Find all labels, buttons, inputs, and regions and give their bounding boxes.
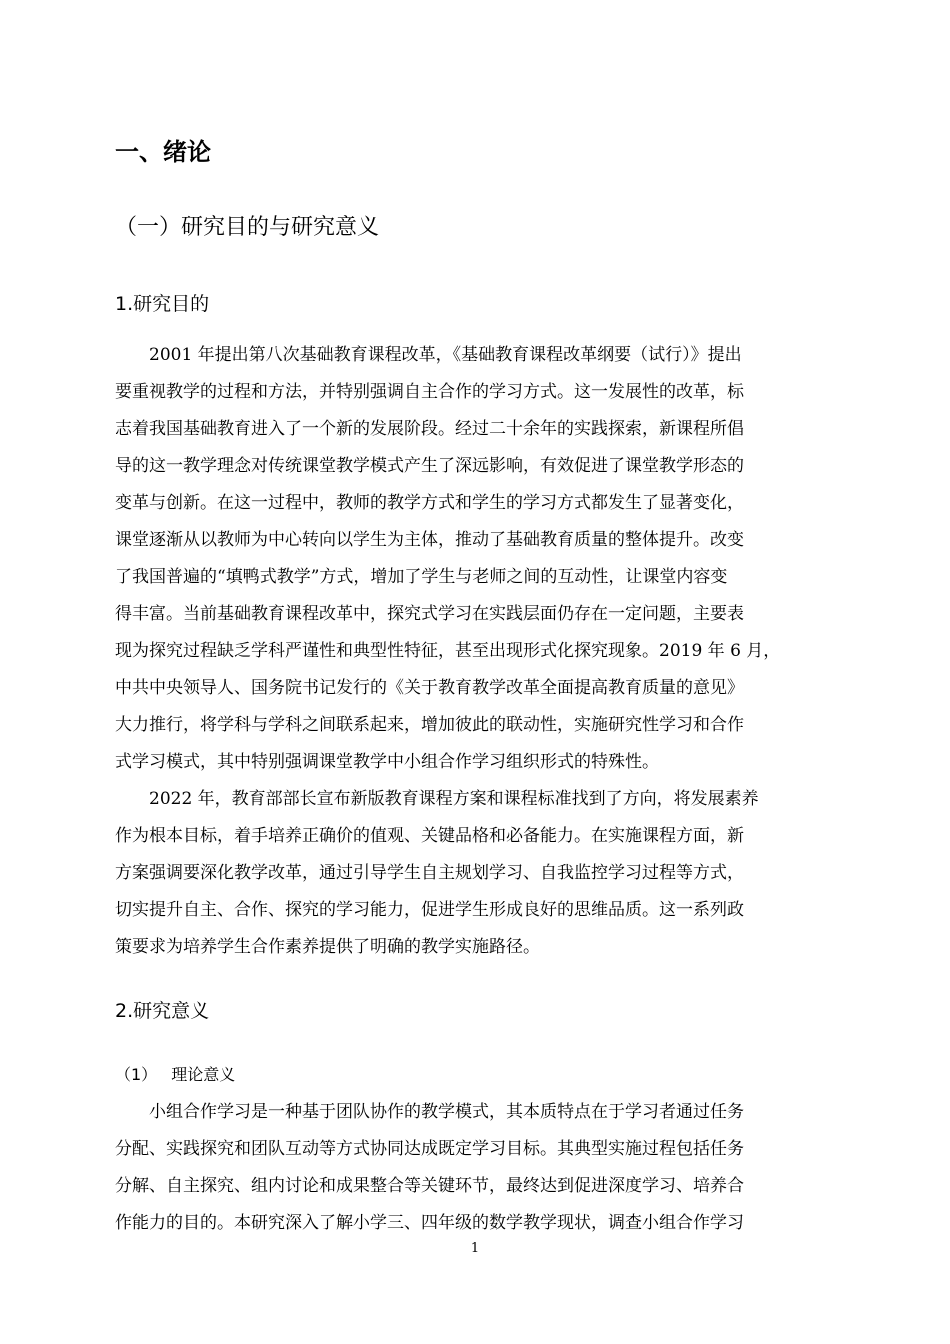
paragraph-line: 分解、自主探究、组内讨论和成果整合等关键环节，最终达到促进深度学习、培养合: [115, 1176, 744, 1196]
paragraph-line: 得丰富。当前基础教育课程改革中，探究式学习在实践层面仍存在一定问题，主要表: [115, 604, 744, 624]
paragraph-line: 中共中央领导人、国务院书记发行的《关于教育教学改革全面提高教育质量的意见》: [115, 678, 744, 698]
paragraph-line: 分配、实践探究和团队互动等方式协同达成既定学习目标。其典型实施过程包括任务: [115, 1139, 744, 1159]
paragraph-line: 小组合作学习是一种基于团队协作的教学模式，其本质特点在于学习者通过任务: [149, 1102, 744, 1122]
paragraph-line: 导的这一教学理念对传统课堂教学模式产生了深远影响，有效促进了课堂教学形态的: [115, 456, 744, 476]
paragraph-line: 课堂逐渐从以教师为中心转向以学生为主体，推动了基础教育质量的整体提升。改变: [115, 530, 744, 550]
sub-subsection-number: （1）: [115, 1065, 158, 1084]
paragraph-line: 式学习模式，其中特别强调课堂教学中小组合作学习组织形式的特殊性。: [115, 752, 659, 772]
paragraph-line: 了我国普遍的“填鸭式教学”方式，增加了学生与老师之间的互动性，让课堂内容变: [115, 567, 728, 587]
paragraph-line: 方案强调要深化教学改革，通过引导学生自主规划学习、自我监控学习过程等方式，: [115, 863, 744, 883]
chapter-heading: 一、绪论: [115, 138, 211, 166]
paragraph-line: 作能力的目的。本研究深入了解小学三、四年级的数学教学现状，调查小组合作学习: [115, 1213, 744, 1233]
sub-subsection-title: [115, 1063, 235, 1087]
paragraph-line: 2001 年提出第八次基础教育课程改革，《基础教育课程改革纲要（试行）》提出: [149, 345, 742, 365]
section-heading: （一）研究目的与研究意义: [115, 215, 380, 240]
paragraph-line: 现为探究过程缺乏学科严谨性和典型性特征，甚至出现形式化探究现象。2019 年 6 月，: [115, 641, 781, 661]
sub-subsection-label: 理论意义: [171, 1065, 236, 1084]
paragraph-line: 作为根本目标，着手培养正确价的值观、关键品格和必备能力。在实施课程方面，新: [115, 826, 744, 846]
paragraph-line: 变革与创新。在这一过程中，教师的教学方式和学生的学习方式都发生了显著变化，: [115, 493, 744, 513]
subsection-title-purpose: 1.研究目的: [115, 293, 210, 315]
page-number: 1: [470, 1241, 480, 1256]
paragraph-line: 策要求为培养学生合作素养提供了明确的教学实施路径。: [115, 937, 540, 957]
paragraph-line: 2022 年，教育部部长宣布新版教育课程方案和课程标准找到了方向，将发展素养: [149, 789, 759, 809]
paragraph-line: 志着我国基础教育进入了一个新的发展阶段。经过二十余年的实践探索，新课程所倡: [115, 419, 744, 439]
subsection-title-significance: 2.研究意义: [115, 1000, 210, 1022]
paragraph-line: 切实提升自主、合作、探究的学习能力，促进学生形成良好的思维品质。这一系列政: [115, 900, 744, 920]
paragraph-line: 大力推行，将学科与学科之间联系起来，增加彼此的联动性，实施研究性学习和合作: [115, 715, 744, 735]
paragraph-line: 要重视教学的过程和方法，并特别强调自主合作的学习方式。这一发展性的改革，标: [115, 382, 744, 402]
